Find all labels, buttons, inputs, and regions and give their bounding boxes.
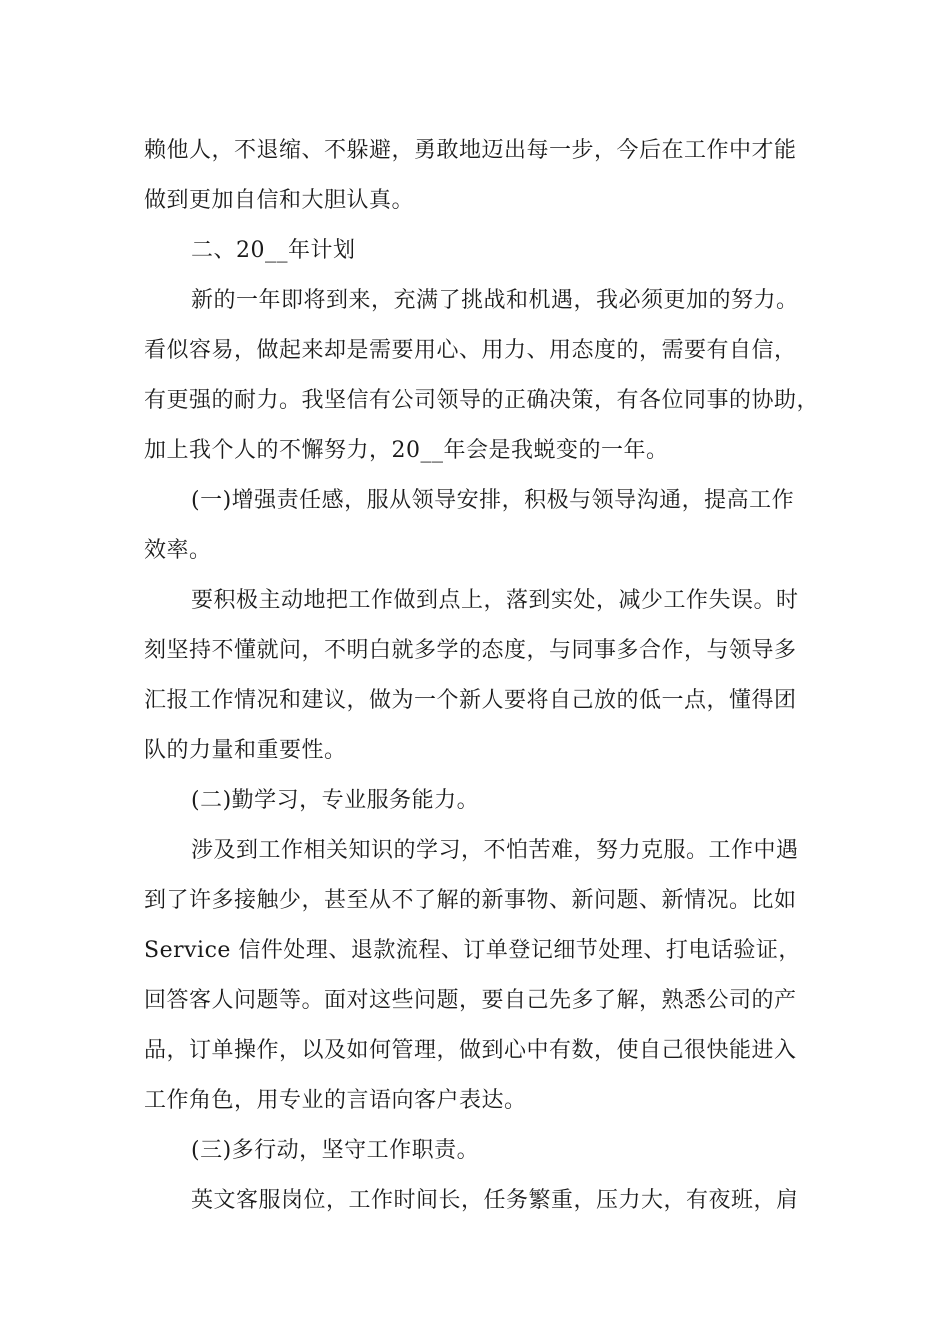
text-line: 效率。: [144, 538, 212, 563]
text-line: 工作角色，用专业的言语向客户表达。: [144, 1088, 527, 1113]
text-line: 做到更加自信和大胆认真。: [144, 188, 415, 213]
text-line: 队的力量和重要性。: [144, 738, 347, 763]
text-line: 品，订单操作，以及如何管理，做到心中有数，使自己很快能进入: [144, 1038, 797, 1063]
text-line: 到了许多接触少，甚至从不了解的新事物、新问题、新情况。比如: [144, 888, 797, 913]
text-line: 英文客服岗位，工作时间长，任务繁重，压力大，有夜班，肩: [191, 1188, 799, 1213]
subsection-heading: (三)多行动，坚守工作职责。: [191, 1138, 480, 1163]
section-heading: 二、20__年计划: [191, 238, 356, 263]
text-line: 涉及到工作相关知识的学习，不怕苦难，努力克服。工作中遇: [191, 838, 799, 863]
text-line: 看似容易，做起来却是需要用心、用力、用态度的，需要有自信，: [144, 338, 797, 363]
text-line: 回答客人问题等。面对这些问题，要自己先多了解，熟悉公司的产: [144, 988, 797, 1013]
subsection-heading: (二)勤学习，专业服务能力。: [191, 788, 480, 813]
text-line: 有更强的耐力。我坚信有公司领导的正确决策，有各位同事的协助，: [144, 388, 820, 413]
text-line: 要积极主动地把工作做到点上，落到实处，减少工作失误。时: [191, 588, 799, 613]
subsection-heading: (一)增强责任感，服从领导安排，积极与领导沟通，提高工作: [191, 488, 795, 513]
text-line: Service 信件处理、退款流程、订单登记细节处理、打电话验证，: [144, 938, 801, 963]
text-line: 赖他人，不退缩、不躲避，勇敢地迈出每一步，今后在工作中才能: [144, 138, 797, 163]
text-line: 刻坚持不懂就问，不明白就多学的态度，与同事多合作，与领导多: [144, 638, 797, 663]
text-line: 加上我个人的不懈努力，20__年会是我蜕变的一年。: [144, 438, 669, 463]
text-line: 汇报工作情况和建议，做为一个新人要将自己放的低一点，懂得团: [144, 688, 797, 713]
text-line: 新的一年即将到来，充满了挑战和机遇，我必须更加的努力。: [191, 288, 799, 313]
